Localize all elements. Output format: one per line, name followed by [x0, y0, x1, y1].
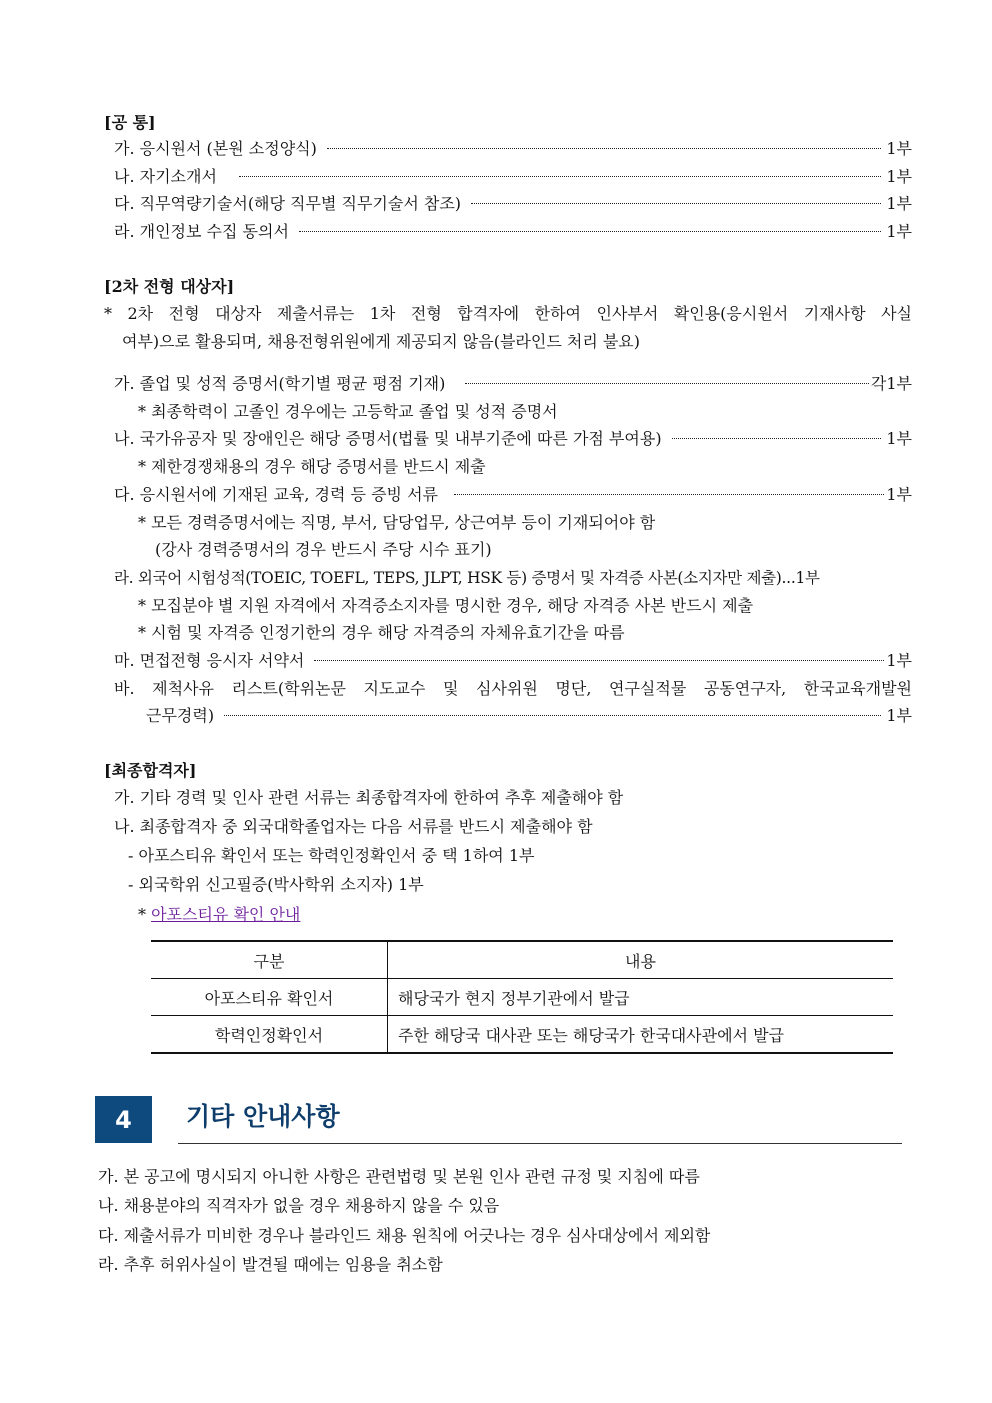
- common-heading: [공 통]: [104, 113, 156, 132]
- leader-dots: [465, 383, 869, 384]
- item-count: 각1부: [870, 374, 912, 393]
- second-item-ba: 바. 제척사유 리스트(학위논문 지도교수 및 심사위원 명단, 연구실적물 공동연구자, 한국교육개발원: [114, 679, 912, 698]
- leader-dots: [299, 231, 881, 232]
- final-dash-item: - 외국학위 신고필증(박사학위 소지자) 1부: [128, 875, 424, 894]
- item-text: 라. 개인정보 수집 동의서: [114, 222, 289, 241]
- final-item-ga: 가. 기타 경력 및 인사 관련 서류는 최종합격자에 한하여 추후 제출해야 함: [114, 788, 624, 807]
- second-item-na: [114, 428, 912, 450]
- second-da-note-cont: (강사 경력증명서의 경우 반드시 주당 시수 표기): [155, 540, 492, 559]
- table-cell-category: 아포스티유 확인서: [151, 979, 388, 1016]
- second-note: * 2차 전형 대상자 제출서류는 1차 전형 합격자에 한하여 인사부서 확인용(응시원서 기재사항 사실: [104, 304, 912, 323]
- item-text: 다. 응시원서에 기재된 교육, 경력 등 증빙 서류: [114, 485, 438, 504]
- table-cell-category: 학력인정확인서: [151, 1016, 388, 1054]
- common-item: [114, 193, 912, 215]
- second-na-note: * 제한경쟁채용의 경우 해당 증명서를 반드시 제출: [138, 457, 486, 476]
- notice-item: 나. 채용분야의 직격자가 없을 경우 채용하지 않을 수 있음: [98, 1196, 500, 1215]
- second-item-da: [114, 484, 912, 506]
- item-text: 가. 응시원서 (본원 소정양식): [114, 139, 317, 158]
- item-text: 나. 자기소개서: [114, 167, 217, 186]
- common-item: [114, 166, 912, 188]
- item-count: 1부: [886, 429, 912, 448]
- leader-dots: [454, 494, 884, 495]
- common-item: [114, 138, 912, 160]
- leader-dots: [471, 203, 881, 204]
- leader-dots: [239, 176, 881, 177]
- notice-item: 가. 본 공고에 명시되지 아니한 사항은 관련법령 및 본원 인사 관련 규정 및 지침에 따름: [98, 1167, 700, 1186]
- table-cell-content: 해당국가 현지 정부기관에서 발급: [398, 988, 630, 1008]
- item-text: 근무경력): [146, 706, 215, 725]
- item-count: 1부: [886, 706, 912, 725]
- final-heading: [최종합격자]: [104, 761, 197, 780]
- second-da-note: * 모든 경력증명서에는 직명, 부서, 담당업무, 상근여부 등이 기재되어야 함: [138, 513, 656, 532]
- second-heading: [2차 전형 대상자]: [104, 277, 235, 296]
- table-header-row: [151, 941, 893, 979]
- section-number-badge: 4: [95, 1096, 152, 1143]
- item-count: 1부: [886, 167, 912, 186]
- leader-dots: [314, 660, 884, 661]
- leader-dots: [224, 715, 881, 716]
- item-count: 1부: [886, 139, 912, 158]
- item-text: 다. 직무역량기술서(해당 직무별 직무기술서 참조): [114, 194, 462, 213]
- table-header-content: 내용: [625, 951, 656, 971]
- item-text: 가. 졸업 및 성적 증명서(학기별 평균 평점 기재): [114, 374, 446, 393]
- second-item-ra: 라. 외국어 시험성적(TOEIC, TOEFL, TEPS, JLPT, HSK 등) 증명서 및 자격증 사본(소지자만 제출)...1부: [114, 569, 820, 587]
- leader-dots: [327, 148, 882, 149]
- table-row: [151, 979, 893, 1016]
- asterisk: *: [138, 905, 146, 924]
- final-item-na: 나. 최종합격자 중 외국대학졸업자는 다음 서류를 반드시 제출해야 함: [114, 817, 593, 836]
- second-item-ba-cont: [146, 705, 912, 727]
- second-item-ma: [114, 650, 912, 672]
- common-item: [114, 221, 912, 243]
- table-cell-content: 주한 해당국 대사관 또는 해당국가 한국대사관에서 발급: [398, 1025, 785, 1045]
- item-count: 1부: [886, 222, 912, 241]
- apostille-guide-link[interactable]: 아포스티유 확인 안내: [151, 905, 301, 924]
- apostille-table: [151, 940, 893, 1054]
- second-ga-note: * 최종학력이 고졸인 경우에는 고등학교 졸업 및 성적 증명서: [138, 402, 558, 421]
- table-row: [151, 1016, 893, 1054]
- section-title-underline: [178, 1143, 902, 1144]
- item-count: 1부: [886, 194, 912, 213]
- second-note-cont: 여부)으로 활용되며, 채용전형위원에게 제공되지 않음(블라인드 처리 불요): [122, 332, 641, 351]
- notice-item: 라. 추후 허위사실이 발견될 때에는 임용을 취소함: [98, 1255, 443, 1274]
- second-ra-note: * 시험 및 자격증 인정기한의 경우 해당 자격증의 자체유효기간을 따름: [138, 623, 625, 642]
- table-header-category: 구분: [151, 941, 388, 979]
- apostille-guide: [138, 904, 300, 926]
- leader-dots: [672, 438, 882, 439]
- item-count: 1부: [886, 651, 912, 670]
- item-text: 마. 면접전형 응시자 서약서: [114, 651, 305, 670]
- second-item-ga: [114, 373, 912, 395]
- item-text: 나. 국가유공자 및 장애인은 해당 증명서(법률 및 내부기준에 따른 가점 부여용): [114, 429, 662, 448]
- final-dash-item: - 아포스티유 확인서 또는 학력인정확인서 중 택 1하여 1부: [128, 846, 535, 865]
- second-ra-note: * 모집분야 별 지원 자격에서 자격증소지자를 명시한 경우, 해당 자격증 사본 반드시 제출: [138, 596, 754, 615]
- item-count: 1부: [886, 485, 912, 504]
- section-title: 기타 안내사항: [186, 1102, 340, 1131]
- notice-item: 다. 제출서류가 미비한 경우나 블라인드 채용 원칙에 어긋나는 경우 심사대상에서 제외함: [98, 1226, 711, 1245]
